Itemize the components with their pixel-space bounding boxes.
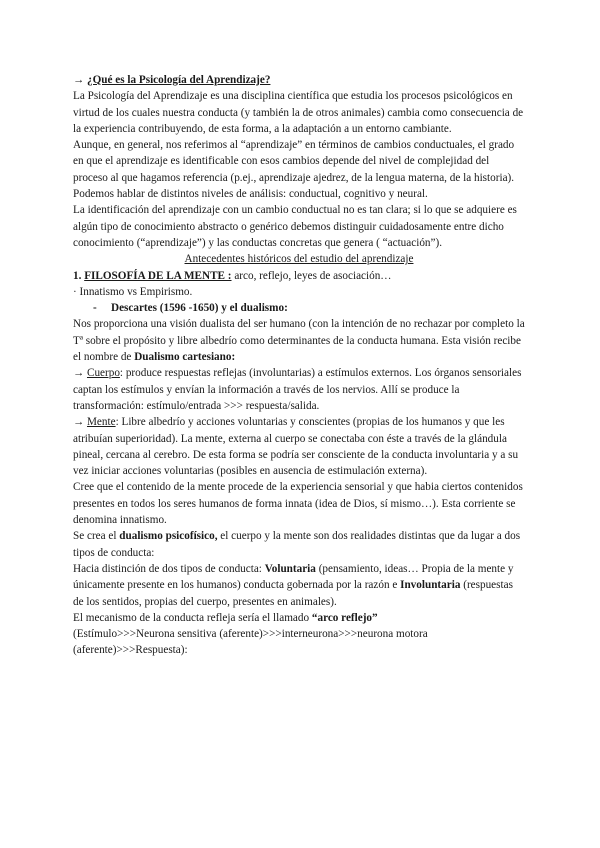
intro-paragraph-1: La Psicología del Aprendizaje es una disciplina científica que estudia los procesos psicológicos en virtud de los cuales nuestra conducta (y también la de otros animales) cambia como consecuencia de la experiencia contribuyendo, de esta forma, a la adaptación a un entorno cambiante. <box>73 90 524 135</box>
title-text: ¿Qué es la Psicología del Aprendizaje? <box>86 74 271 86</box>
cuerpo-paragraph: → Cuerpo: produce respuestas reflejas (involuntarias) a estímulos externos. Los órganos sensoriales captan los estímulos y envían la información a través de los nervios. Allí se produce la transformación: estímulo/entrada >>> respuesta/salida. <box>73 367 522 412</box>
descartes-paragraph: Nos proporciona una visión dualista del ser humano (con la intención de no rechazar por completo la Tª sobre el propósito y libre albedrío como determinantes de la conducta humana. Esta visión recibe el nombre de Dualismo cartesiano: <box>73 318 525 364</box>
arrow-icon: → <box>73 74 87 86</box>
sub-heading-descartes: - Descartes (1596 -1650) y el dualismo: <box>93 302 288 315</box>
section-title: Antecedentes históricos del estudio del aprendizaje <box>184 253 414 266</box>
distincion-paragraph: Hacia distinción de dos tipos de conducta: Voluntaria (pensamiento, ideas… Propia de la mente y únicamente presente en los humanos) conducta gobernada por la razón e Involuntaria (respuestas de los sentidos, propias del cuerpo, presentes en animales). <box>73 562 514 608</box>
arco-detail: (Estímulo>>>Neurona sensitiva (aferente)>>>interneurona>>>neurona motora (aferente)>>>Respuesta): <box>73 628 428 657</box>
innatismo-paragraph: Cree que el contenido de la mente procede de la experiencia sensorial y que habia ciertos contenidos presentes en todos los seres humanos de forma innata (idea de Dios, sí mismo…). Esta corriente se denomina innatismo. <box>73 481 523 527</box>
psicofisico-paragraph: Se crea el dualismo psicofísico, el cuerpo y la mente son dos realidades distintas que da lugar a dos tipos de conducta: <box>73 530 521 559</box>
intro-paragraph-2: Aunque, en general, nos referimos al “aprendizaje” en términos de cambios conductuales, el grado en que el aprendizaje es identificable con esos cambios depende del nivel de complejidad del proceso al que hagamos referencia (p.ej., aprendizaje ajedrez, de la lengua materna, de la historia). Podemos hablar de distintos niveles de análisis: conductual, cognitivo y neural. <box>73 139 515 201</box>
arco-paragraph: El mecanismo de la conducta refleja sería el llamado “arco reflejo” <box>73 611 378 624</box>
arrow-icon: → <box>73 367 87 380</box>
mente-paragraph: → Mente: Libre albedrío y acciones voluntarias y conscientes (propias de los humanos y que les atribuían superioridad). La mente, externa al cuerpo se conectaba con éste a través de la glándula pineal, cercana al cerebro. De esta forma se podría ser consciente de la conducta involuntaria y a su vez iniciar acciones voluntarias (posibles en ausencia de estimulación externa). <box>73 416 519 478</box>
document-body <box>73 72 525 659</box>
arrow-icon: → <box>73 416 87 429</box>
section-heading: 1. FILOSOFÍA DE LA MENTE : arco, reflejo, leyes de asociación… <box>73 269 392 282</box>
intro-paragraph-3: La identificación del aprendizaje con un cambio conductual no es tan clara; si lo que se adquiere es algún tipo de conocimiento abstracto o genérico debemos distinguir cuidadosamente entre dicho conocimiento (“aprendizaje”) y las conductas concretas que genera ( “actuación”). <box>73 204 517 249</box>
bullet-innatismo: · Innatismo vs Empirismo. <box>73 285 193 298</box>
page-title <box>73 72 525 88</box>
